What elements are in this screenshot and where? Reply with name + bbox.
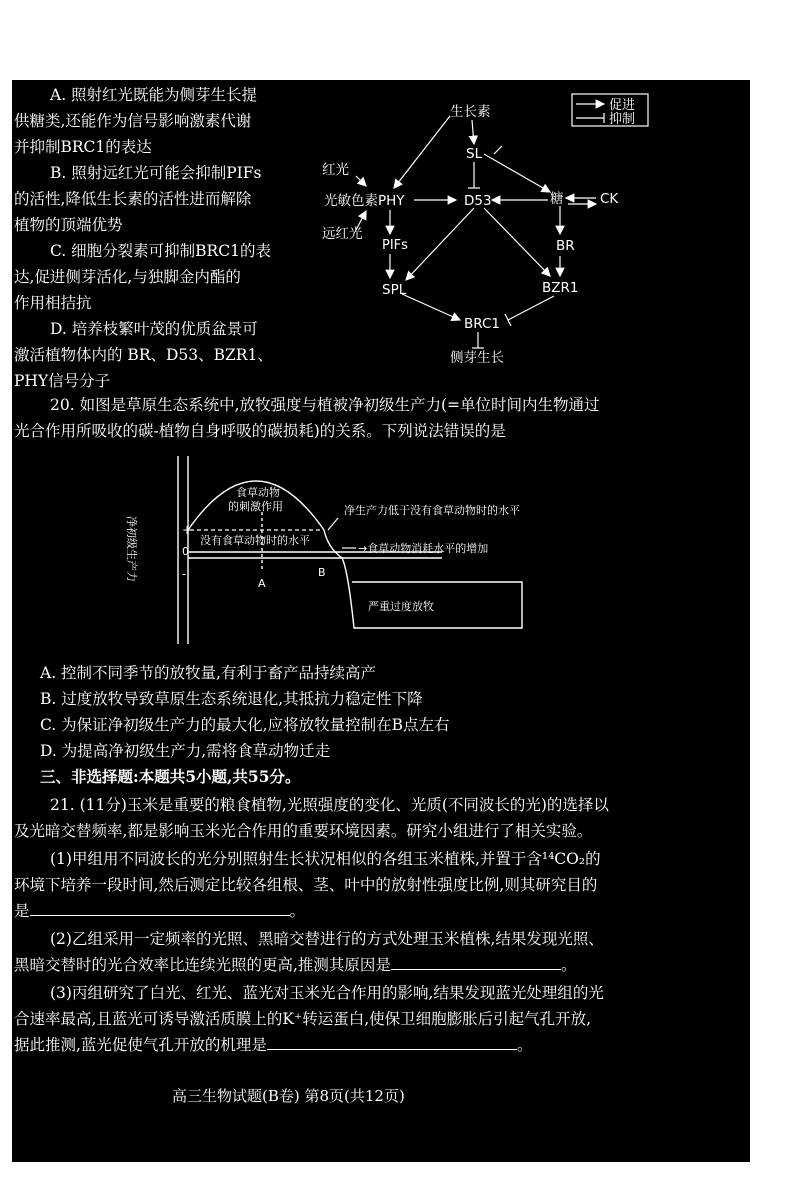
q21-stem-line2: 及光暗交替频率,都是影响玉米光合作用的重要环境因素。研究小组进行了相关实验。 <box>14 822 593 840</box>
q19-option-c-line2: 达,促进侧芽活化,与独脚金内酯的 <box>14 268 241 286</box>
q21-p2-end: 。 <box>560 956 577 974</box>
q21-p3-lead: 据此推测,蓝光促使气孔开放的机理是 <box>14 1036 267 1054</box>
point-a: A <box>258 577 266 590</box>
y-axis-label: 净初级生产力 <box>125 516 138 582</box>
node-br: BR <box>556 238 575 254</box>
peak-label-2: 的刺激作用 <box>228 500 283 513</box>
q21-p2-line1: (2)乙组采用一定频率的光照、黑暗交替进行的方式处理玉米植株,结果发现光照、 <box>50 930 604 948</box>
q21-p1-line2: 环境下培养一段时间,然后测定比较各组根、茎、叶中的放射性强度比例,则其研究目的 <box>14 876 598 894</box>
node-bzr1: BZR1 <box>542 280 579 296</box>
node-sugar: 糖 <box>550 191 564 207</box>
hormone-signaling-diagram <box>304 80 650 380</box>
q19-option-c-line3: 作用相拮抗 <box>14 294 92 312</box>
node-bud: 侧芽生长 <box>450 350 504 366</box>
q20-option-a: A. 控制不同季节的放牧量,有利于畜产品持续高产 <box>40 664 376 682</box>
q19-option-a-line3: 并抑制BRC1的表达 <box>14 138 152 156</box>
q21-p3-line2: 合速率最高,且蓝光可诱导激活质膜上的K⁺转运蛋白,使保卫细胞膨胀后引起气孔开放, <box>14 1010 592 1028</box>
legend-promote: 促进 <box>609 98 636 113</box>
grazing-productivity-graph <box>125 452 562 652</box>
overgrazing-label: 严重过度放牧 <box>368 600 434 613</box>
q21-p1-line1: (1)甲组用不同波长的光分别照射生长状况相似的各组玉米植株,并置于含¹⁴CO₂的 <box>50 850 601 868</box>
y-plus: + <box>182 523 193 537</box>
node-red-light: 红光 <box>322 162 349 178</box>
q20-stem-line1: 20. 如图是草原生态系统中,放牧强度与植被净初级生产力(=单位时间内生物通过 <box>50 396 600 414</box>
q20-option-c: C. 为保证净初级生产力的最大化,应将放牧量控制在B点左右 <box>40 716 450 734</box>
q20-option-d: D. 为提高净初级生产力,需将食草动物迁走 <box>40 742 331 760</box>
node-far-red: 远红光 <box>322 226 363 242</box>
q21-p3-line3 <box>14 1032 532 1058</box>
q21-p2-line2 <box>14 952 576 978</box>
point-b: B <box>318 566 326 579</box>
node-d53: D53 <box>464 193 492 209</box>
q21-answer-3[interactable] <box>267 1033 517 1050</box>
anno-1-pointer <box>328 518 338 530</box>
legend-box <box>572 94 648 127</box>
q20-stem-line2: 光合作用所吸收的碳-植物自身呼吸的碳损耗)的关系。下列说法错误的是 <box>14 422 506 440</box>
q21-stem-line1: 21. (11分)玉米是重要的粮食植物,光照强度的变化、光质(不同波长的光)的选择以 <box>50 796 609 814</box>
node-ck: CK <box>600 191 619 207</box>
node-pifs: PIFs <box>382 238 408 253</box>
y-minus: - <box>182 567 187 581</box>
q19-option-d-line1: D. 培养枝繁叶茂的优质盆景可 <box>50 320 258 338</box>
node-brc1: BRC1 <box>464 316 500 332</box>
q21-p1-end: 。 <box>289 902 306 920</box>
q21-p1-line3 <box>14 898 305 924</box>
q19-option-a-line2: 供糖类,还能作为信号影响激素代谢 <box>14 112 252 130</box>
node-spl: SPL <box>382 282 407 298</box>
q20-option-b: B. 过度放牧导致草原生态系统退化,其抵抗力稳定性下降 <box>40 690 423 708</box>
baseline-label: 没有食草动物时的水平 <box>200 534 310 547</box>
page-footer: 高三生物试题(B卷) 第8页(共12页) <box>172 1087 405 1105</box>
q21-p1-lead: 是 <box>14 902 30 920</box>
node-auxin: 生长素 <box>450 104 491 120</box>
node-sl: SL <box>466 146 483 162</box>
q19-option-c-line1: C. 细胞分裂素可抑制BRC1的表 <box>50 242 271 260</box>
q21-p2-lead: 黑暗交替时的光合效率比连续光照的更高,推测其原因是 <box>14 956 391 974</box>
exam-page <box>12 80 750 1162</box>
q19-option-d-line2: 激活植物体内的 BR、D53、BZR1、 <box>14 346 273 364</box>
q19-option-b-line1: B. 照射远红光可能会抑制PIFs <box>50 164 262 182</box>
q19-option-d-line3: PHY信号分子 <box>14 372 111 390</box>
q21-answer-1[interactable] <box>30 899 290 916</box>
annotation-2: →食草动物消耗水平的增加 <box>358 542 489 555</box>
q21-p3-end: 。 <box>516 1036 533 1054</box>
legend-inhibit: 抑制 <box>609 112 636 127</box>
q21-answer-2[interactable] <box>391 953 561 970</box>
node-phy: 光敏色素PHY <box>324 193 405 209</box>
q21-p3-line1: (3)丙组研究了白光、红光、蓝光对玉米光合作用的影响,结果发现蓝光处理组的光 <box>50 984 604 1002</box>
annotation-1: 净生产力低于没有食草动物时的水平 <box>344 504 520 517</box>
q19-option-b-line2: 的活性,降低生长素的活性进而解除 <box>14 190 252 208</box>
q19-option-a-line1: A. 照射红光既能为侧芽生长提 <box>50 86 258 104</box>
section-title: 三、非选择题:本题共5小题,共55分。 <box>40 767 301 786</box>
q19-option-b-line3: 植物的顶端优势 <box>14 216 123 234</box>
y-zero: 0 <box>182 545 189 558</box>
peak-label-1: 食草动物 <box>236 486 280 499</box>
